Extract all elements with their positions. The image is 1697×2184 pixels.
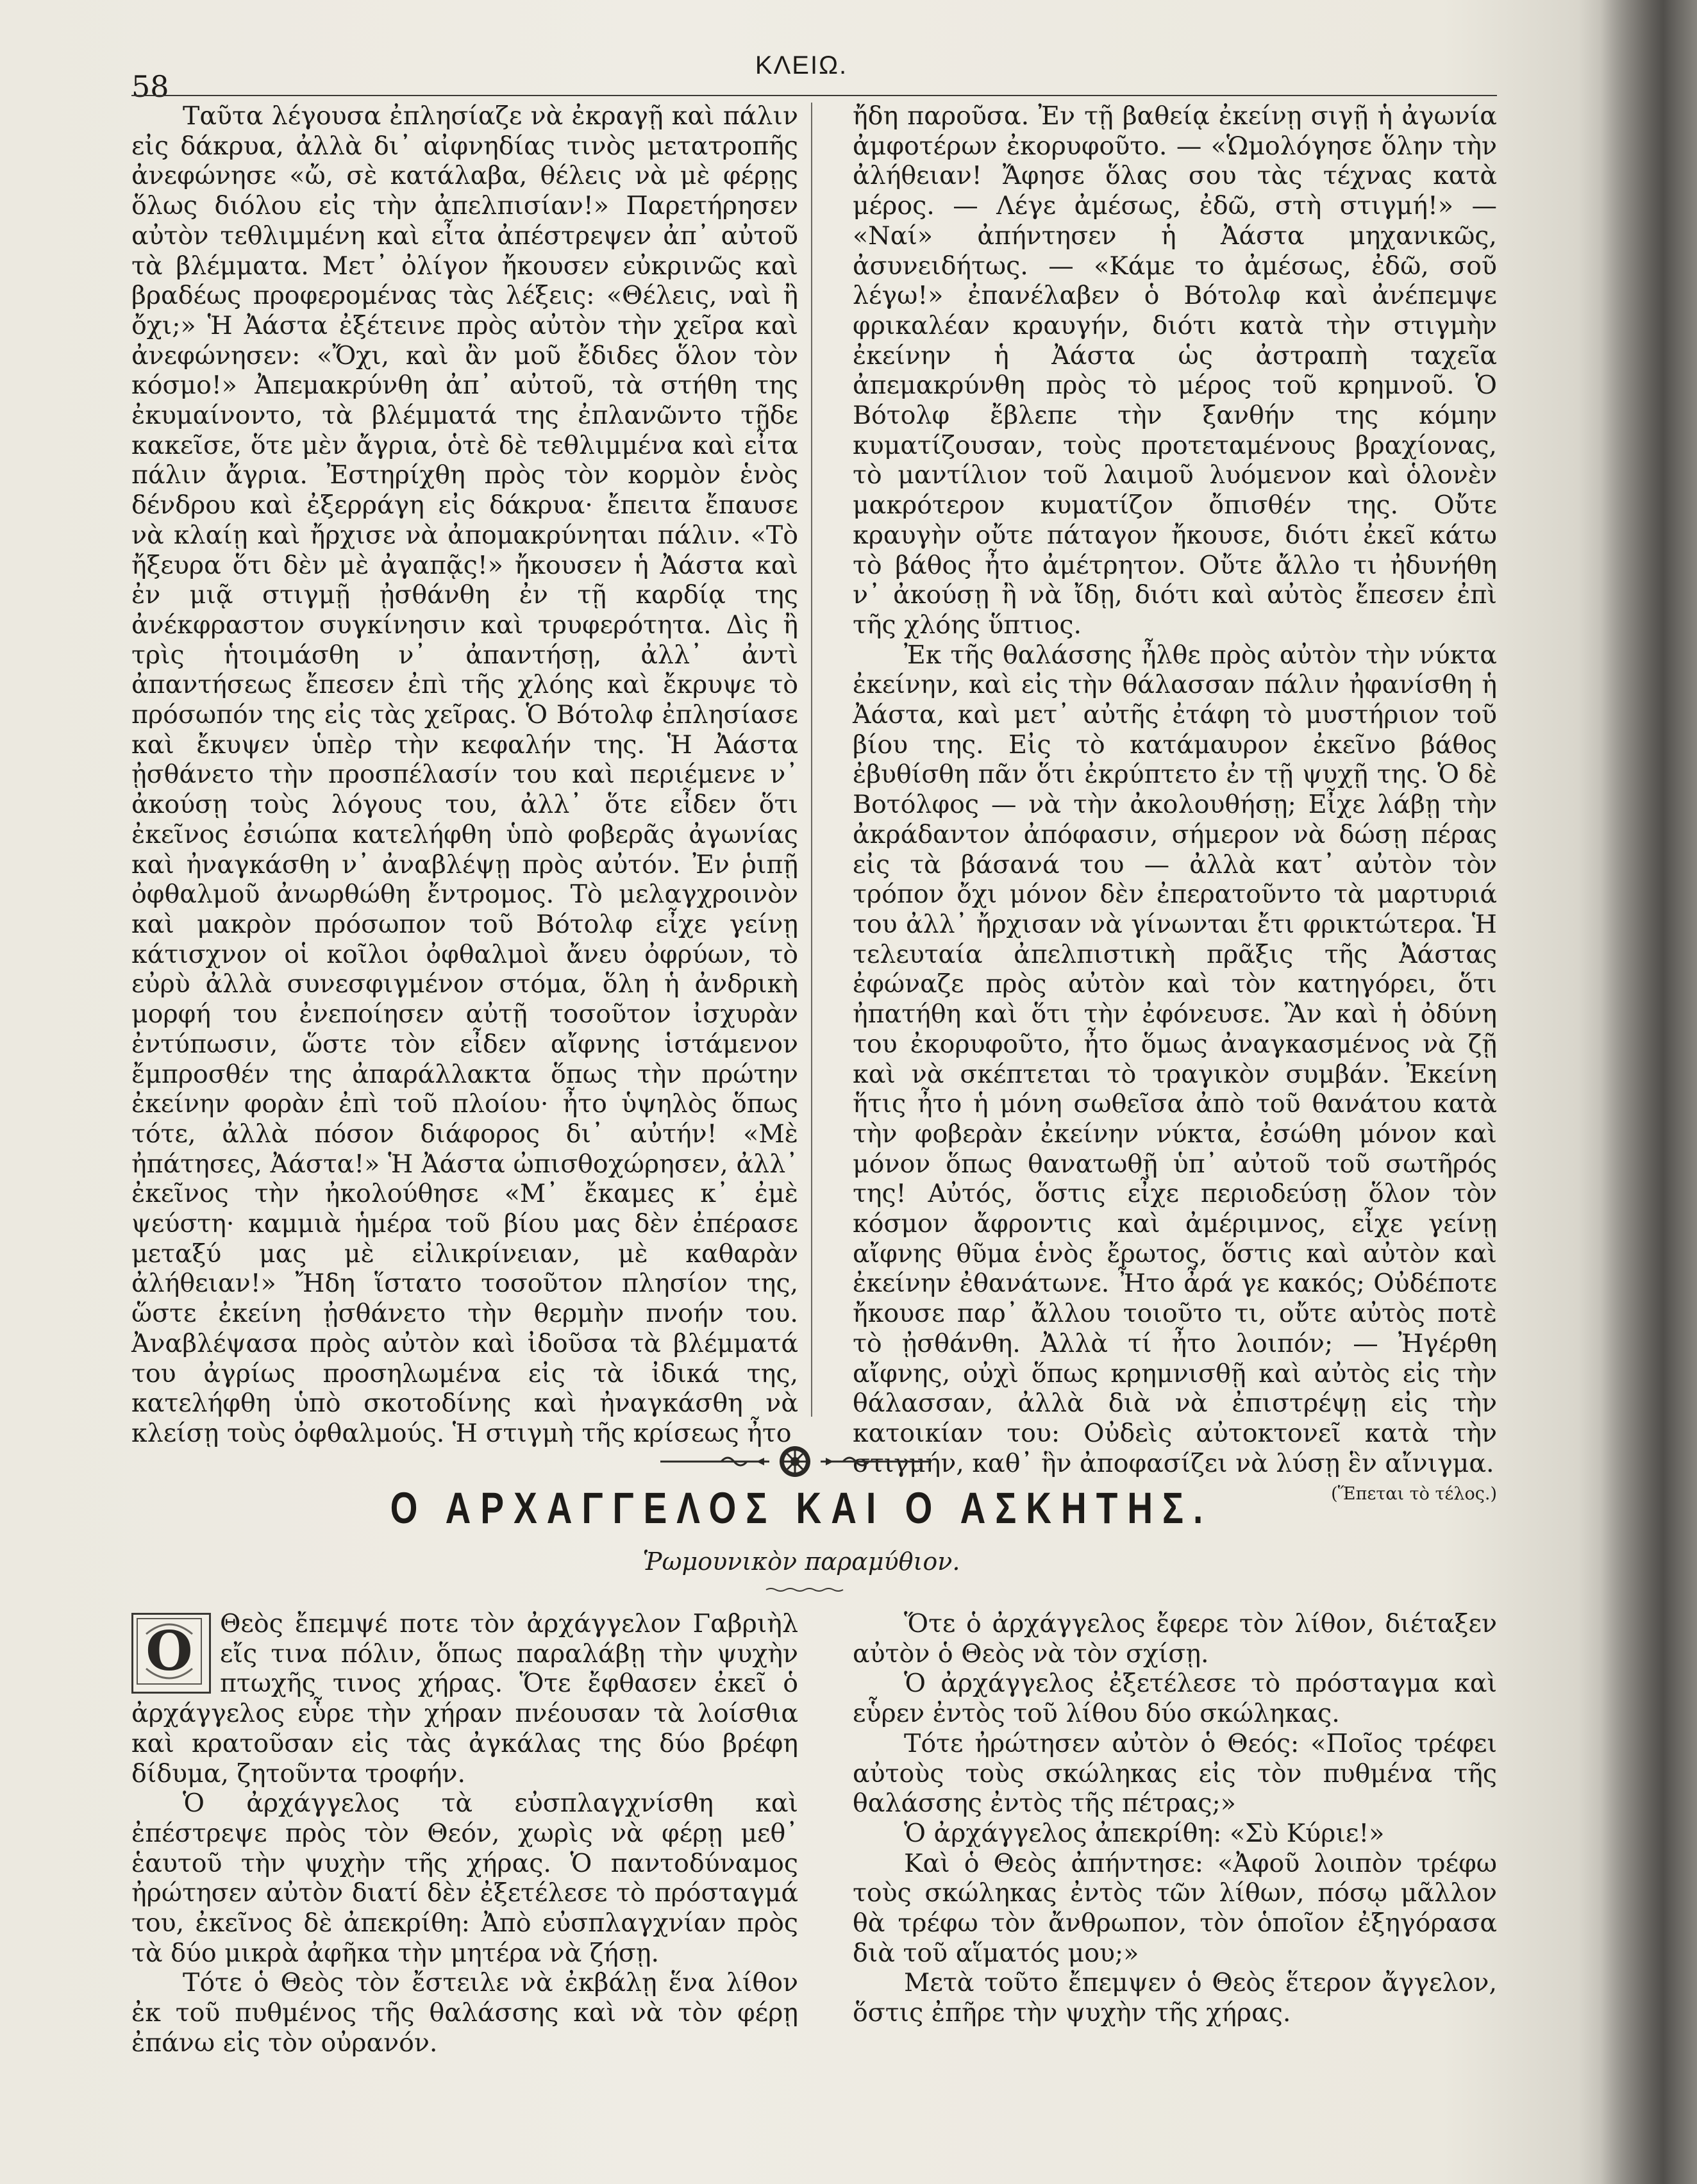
paragraph: Ὁ ἀρχάγγελος ἀπεκρίθη: «Σὺ Κύριε!»: [904, 1818, 1385, 1848]
book-spine-shadow: [1601, 0, 1697, 2184]
header-rule: [131, 95, 1497, 96]
running-title: ΚΛΕΙΩ.: [755, 51, 848, 79]
paragraph: Ὁ ἀρχάγγελος ἐξετέλεσε τὸ πρόσταγμα καὶ εὗρεν ἐντὸς τοῦ λίθου δύο σκώληκας.: [853, 1669, 1497, 1729]
article-left-column: [131, 1609, 798, 2058]
paragraph: Μετὰ τοῦτο ἔπεμψεν ὁ Θεὸς ἕτερον ἄγγελον, ὅστις ἐπῆρε τὴν ψυχὴν τῆς χήρας.: [853, 1968, 1497, 2028]
article-right-column: [853, 1609, 1497, 2058]
paragraph: ἤδη παροῦσα. Ἐν τῇ βαθείᾳ ἐκείνῃ σιγῇ ἡ ἀγωνία ἀμφοτέρων ἐκορυφοῦτο. — «Ὡμολόγησε ὅλην τὴν ἀλήθειαν! Ἄφησε ὅλας σου τὰς τέχνας κατὰ μέρος. — Λέγε ἀμέσως, ἐδῶ, στὴ στιγμή!» — «Ναί» ἀπήντησεν ἡ Ἀάστα μηχανικῶς, ἀσυνειδήτως. — «Κάμε το ἀμέσως, ἐδῶ, σοῦ λέγω!» ἐπανέλαβεν ὁ Βότολφ καὶ ἀνέπεμψε φρικαλέαν κραυγήν, διότι κατὰ τὴν στιγμὴν ἐκείνην ἡ Ἀάστα ὡς ἀστραπὴ ταχεῖα ἀπεμακρύνθη πρὸς τὸ μέρος τοῦ κρημνοῦ. Ὁ Βότολφ ἔβλεπε τὴν ξανθήν της κόμην κυματίζουσαν, τοὺς προτεταμένους βραχίονας, τὸ μαντίλιον τοῦ λαιμοῦ λυόμενον καὶ ὁλονὲν μακρότερον κυματίζον ὄπισθέν της. Οὔτε κραυγὴν οὔτε πάταγον ἤκουσε, διότι ἐκεῖ κάτω τὸ βάθος ἦτο ἀμέτρητον. Οὔτε ἄλλο τι ἠδυνήθη ν᾽ ἀκούσῃ ἢ νὰ ἴδῃ, διότι καὶ αὐτὸς ἔπεσεν ἐπὶ τῆς χλόης ὕπτιος.: [853, 101, 1497, 640]
dropcap: [131, 1613, 211, 1694]
continued-note: (Ἕπεται τὸ τέλος.): [1331, 1484, 1497, 1505]
story-right-column: [853, 101, 1497, 1505]
paragraph: [131, 1609, 798, 1788]
dropcap-letter: Ο: [146, 1619, 193, 1683]
story-left-column: [131, 101, 798, 1448]
paragraph: Ὅτε ὁ ἀρχάγγελος ἔφερε τὸν λίθον, διέταξεν αὐτὸν ὁ Θεὸς νὰ τὸν σχίσῃ.: [853, 1609, 1497, 1669]
dropcap-ornament-icon: [133, 1615, 205, 1688]
wavy-rule: [766, 1587, 843, 1592]
floral-divider-icon: [660, 1442, 930, 1481]
paragraph: Τότε ὁ Θεὸς τὸν ἔστειλε νὰ ἐκβάλῃ ἕνα λίθον ἐκ τοῦ πυθμένος τῆς θαλάσσης καὶ νὰ τὸν φέρῃ ἐπάνω εἰς τὸν οὐρανόν.: [131, 1968, 798, 2058]
paragraph: Τότε ἠρώτησεν αὐτὸν ὁ Θεός: «Ποῖος τρέφει αὐτοὺς τοὺς σκώληκας εἰς τὸν πυθμένα τῆς θαλάσσης ἐντὸς τῆς πέτρας;»: [853, 1728, 1497, 1819]
page-number: 58: [131, 69, 169, 104]
column-divider: [811, 103, 812, 1417]
paragraph: [853, 640, 1497, 1505]
paragraph: Ὁ ἀρχάγγελος τὰ εὐσπλαγχνίσθη καὶ ἐπέστρεψε πρὸς τὸν Θεόν, χωρὶς νὰ φέρῃ μεθ᾽ ἑαυτοῦ τὴν ψυχὴν τῆς χήρας. Ὁ παντοδύναμος ἠρώτησεν αὐτὸν διατί δὲν ἐξετέλεσε τὸ πρόσταγμά του, ἐκεῖνος δὲ ἀπεκρίθη: Ἀπὸ εὐσπλαγχνίαν πρὸς τὰ δύο μικρὰ ἀφῆκα τὴν μητέρα νὰ ζήσῃ.: [131, 1788, 798, 1968]
paragraph-text: Θεὸς ἔπεμψέ ποτε τὸν ἀρχάγγελον Γαβριὴλ εἴς τινα πόλιν, ὅπως παραλάβῃ τὴν ψυχὴν πτωχῆς τινος χήρας. Ὅτε ἔφθασεν ἐκεῖ ὁ ἀρχάγγελος εὗρε τὴν χήραν πνέουσαν τὰ λοίσθια καὶ κρατοῦσαν εἰς τὰς ἀγκάλας της δύο βρέφη δίδυμα, ζητοῦντα τροφήν.: [131, 1609, 798, 1788]
article-title: Ο ΑΡΧΑΓΓΕΛΟΣ ΚΑΙ Ο ΑΣΚΗΤΗΣ.: [390, 1483, 1213, 1533]
article-subtitle: Ῥωμουνικὸν παραμύθιον.: [642, 1547, 960, 1576]
paragraph-text: Ἐκ τῆς θαλάσσης ἦλθε πρὸς αὐτὸν τὴν νύκτα ἐκείνην, καὶ εἰς τὴν θάλασσαν πάλιν ἠφανίσθη ἡ Ἀάστα, καὶ μετ᾽ αὐτῆς ἐτάφη τὸ μυστήριον τοῦ βίου της. Εἰς τὸ κατάμαυρον ἐκεῖνο βάθος ἐβυθίσθη πᾶν ὅτι ἐκρύπτετο ἐν τῇ ψυχῇ της. Ὁ δὲ Βοτόλφος — νὰ τὴν ἀκολουθήσῃ; Εἶχε λάβῃ τὴν ἀκράδαντον ἀπόφασιν, σήμερον νὰ δώσῃ πέρας εἰς τὰ βάσανά του — ἀλλὰ κατ᾽ αὐτὸν τὸν τρόπον ὄχι μόνον δὲν ἐπερατοῦντο τὰ μαρτυριά του ἀλλ᾽ ἤρχισαν νὰ γίνωνται ἔτι φρικτώτερα. Ἡ τελευταία ἀπελπιστικὴ πρᾶξις τῆς Ἀάστας ἐφώναζε πρὸς αὐτὸν καὶ τὸν κατηγόρει, ὅτι ἠπατήθη καὶ ὅτι τὴν ἐφόνευσε. Ἂν καὶ ἡ ὀδύνη του ἐκορυφοῦτο, ἦτο ὅμως ἀναγκασμένος νὰ ζῇ καὶ νὰ σκέπτεται τὸ τραγικὸν συμβάν. Ἐκείνη ἥτις ἦτο ἡ μόνη σωθεῖσα ἀπὸ τοῦ θανάτου κατὰ τὴν φοβερὰν ἐκείνην νύκτα, ἐσώθη μόνον καὶ μόνον ὅπως θανατωθῇ ὑπ᾽ αὐτοῦ τοῦ σωτῆρός της! Αὐτός, ὅστις εἶχε περιοδεύσῃ ὅλον τὸν κόσμον ἄφροντις καὶ ἀμέριμνος, εἶχε γείνῃ αἴφνης θῦμα ἑνὸς ἔρωτος, ὅστις καὶ αὐτὸν καὶ ἐκείνην ἐθανάτωνε. Ἦτο ἆρά γε κακός; Οὐδέποτε ἤκουσε παρ᾽ ἄλλου τοιοῦτο τι, οὔτε αὐτὸς ποτὲ τὸ ᾐσθάνθη. Ἀλλὰ τί ἦτο λοιπόν; — Ἠγέρθη αἴφνης, οὐχὶ ὅπως κρημνισθῇ καὶ αὐτὸς εἰς τὴν θάλασσαν, ἀλλὰ διὰ νὰ ἐπιστρέψῃ εἰς τὴν κατοικίαν του: Οὐδεὶς αὐτοκτονεῖ κατὰ τὴν στιγμήν, καθ᾽ ἣν ἀποφασίζει νὰ λύσῃ ἓν αἴνιγμα.: [853, 640, 1497, 1478]
paragraph: Καὶ ὁ Θεὸς ἀπήντησε: «Ἀφοῦ λοιπὸν τρέφω τοὺς σκώληκας ἐντὸς τῶν λίθων, πόσῳ μᾶλλον θὰ τρέφω τὸν ἄνθρωπον, τὸν ὁποῖον ἐξηγόρασα διὰ τοῦ αἵματός μου;»: [853, 1848, 1497, 1968]
paragraph: Ταῦτα λέγουσα ἐπλησίαζε νὰ ἐκραγῇ καὶ πάλιν εἰς δάκρυα, ἀλλὰ δι᾽ αἰφνηδίας τινὸς μετατροπῆς ἀνεφώνησε «ὤ, σὲ κατάλαβα, θέλεις νὰ μὲ φέρῃς ὅλως διόλου εἰς τὴν ἀπελπισίαν!» Παρετήρησεν αὐτὸν τεθλιμμένη καὶ εἶτα ἀπέστρεψεν ἀπ᾽ αὐτοῦ τὰ βλέμματα. Μετ᾽ ὀλίγον ἤκουσεν εὐκρινῶς καὶ βραδέως προφερομένας τὰς λέξεις: «Θέλεις, ναὶ ἢ ὄχι;» Ἡ Ἀάστα ἐξέτεινε πρὸς αὐτὸν τὴν χεῖρα καὶ ἀνεφώνησεν: «Ὄχι, καὶ ἂν μοῦ ἔδιδες ὅλον τὸν κόσμο!» Ἀπεμακρύνθη ἀπ᾽ αὐτοῦ, τὰ στήθη της ἐκυμαίνοντο, τὰ βλέμματά της ἐπλανῶντο τῇδε κακεῖσε, ὅτε μὲν ἄγρια, ὁτὲ δὲ τεθλιμμένα καὶ εἶτα πάλιν ἄγρια. Ἐστηρίχθη πρὸς τὸν κορμὸν ἑνὸς δένδρου καὶ ἐξερράγη εἰς δάκρυα· ἔπειτα ἔπαυσε νὰ κλαίῃ καὶ ἤρχισε νὰ ἀπομακρύνηται πάλιν. «Τὸ ἤξευρα ὅτι δὲν μὲ ἀγαπᾷς!» ἤκουσεν ἡ Ἀάστα καὶ ἐν μιᾷ στιγμῇ ᾐσθάνθη ἐν τῇ καρδίᾳ της ἀνέκφραστον συγκίνησιν καὶ τρυφερότητα. Δὶς ἢ τρὶς ἡτοιμάσθη ν᾽ ἀπαντήσῃ, ἀλλ᾽ ἀντὶ ἀπαντήσεως ἔπεσεν ἐπὶ τῆς χλόης καὶ ἔκρυψε τὸ πρόσωπόν της εἰς τὰς χεῖρας. Ὁ Βότολφ ἐπλησίασε καὶ ἔκυψεν ὑπὲρ τὴν κεφαλήν της. Ἡ Ἀάστα ᾐσθάνετο τὴν προσπέλασίν του καὶ περιέμενε ν᾽ ἀκούσῃ τοὺς λόγους του, ἀλλ᾽ ὅτε εἶδεν ὅτι ἐκεῖνος ἐσιώπα κατελήφθη ὑπὸ φοβερᾶς ἀγωνίας καὶ ἠναγκάσθη ν᾽ ἀναβλέψῃ πρὸς αὐτόν. Ἐν ῥιπῇ ὀφθαλμοῦ ἀνωρθώθη ἔντρομος. Τὸ μελαγχροινὸν καὶ μακρὸν πρόσωπον τοῦ Βότολφ εἶχε γείνῃ κάτισχνον οἱ κοῖλοι ὀφθαλμοὶ ἄνευ ὀφρύων, τὸ εὐρὺ ἀλλὰ συνεσφιγμένον στόμα, ὅλη ἡ ἀνδρικὴ μορφή του ἐνεποίησεν αὐτῇ τοσοῦτον ἰσχυρὰν ἐντύπωσιν, ὥστε τὸν εἶδεν αἴφνης ἱστάμενον ἔμπροσθέν της ἀπαράλλακτα ὅπως τὴν πρώτην ἐκείνην φορὰν ἐπὶ τοῦ πλοίου· ἦτο ὑψηλὸς ὅπως τότε, ἀλλὰ πόσον διάφορος δι᾽ αὐτήν! «Μὲ ἠπάτησες, Ἀάστα!» Ἡ Ἀάστα ὠπισθοχώρησεν, ἀλλ᾽ ἐκεῖνος τὴν ἠκολούθησε «Μ᾽ ἔκαμες κ᾽ ἐμὲ ψεύστη· καμμιὰ ἡμέρα τοῦ βίου μας δὲν ἐπέρασε μεταξύ μας μὲ εἰλικρίνειαν, μὲ καθαρὰν ἀλήθειαν!» Ἤδη ἵστατο τοσοῦτον πλησίον της, ὥστε ἐκείνη ᾐσθάνετο τὴν θερμὴν πνοήν του. Ἀναβλέψασα πρὸς αὐτὸν καὶ ἰδοῦσα τὰ βλέμματά του ἀγρίως προσηλωμένα εἰς τὰ ἰδικά της, κατελήφθη ὑπὸ σκοτοδίνης καὶ ἠναγκάσθη νὰ κλείσῃ τοὺς ὀφθαλμούς. Ἡ στιγμὴ τῆς κρίσεως ἦτο: [131, 101, 798, 1448]
